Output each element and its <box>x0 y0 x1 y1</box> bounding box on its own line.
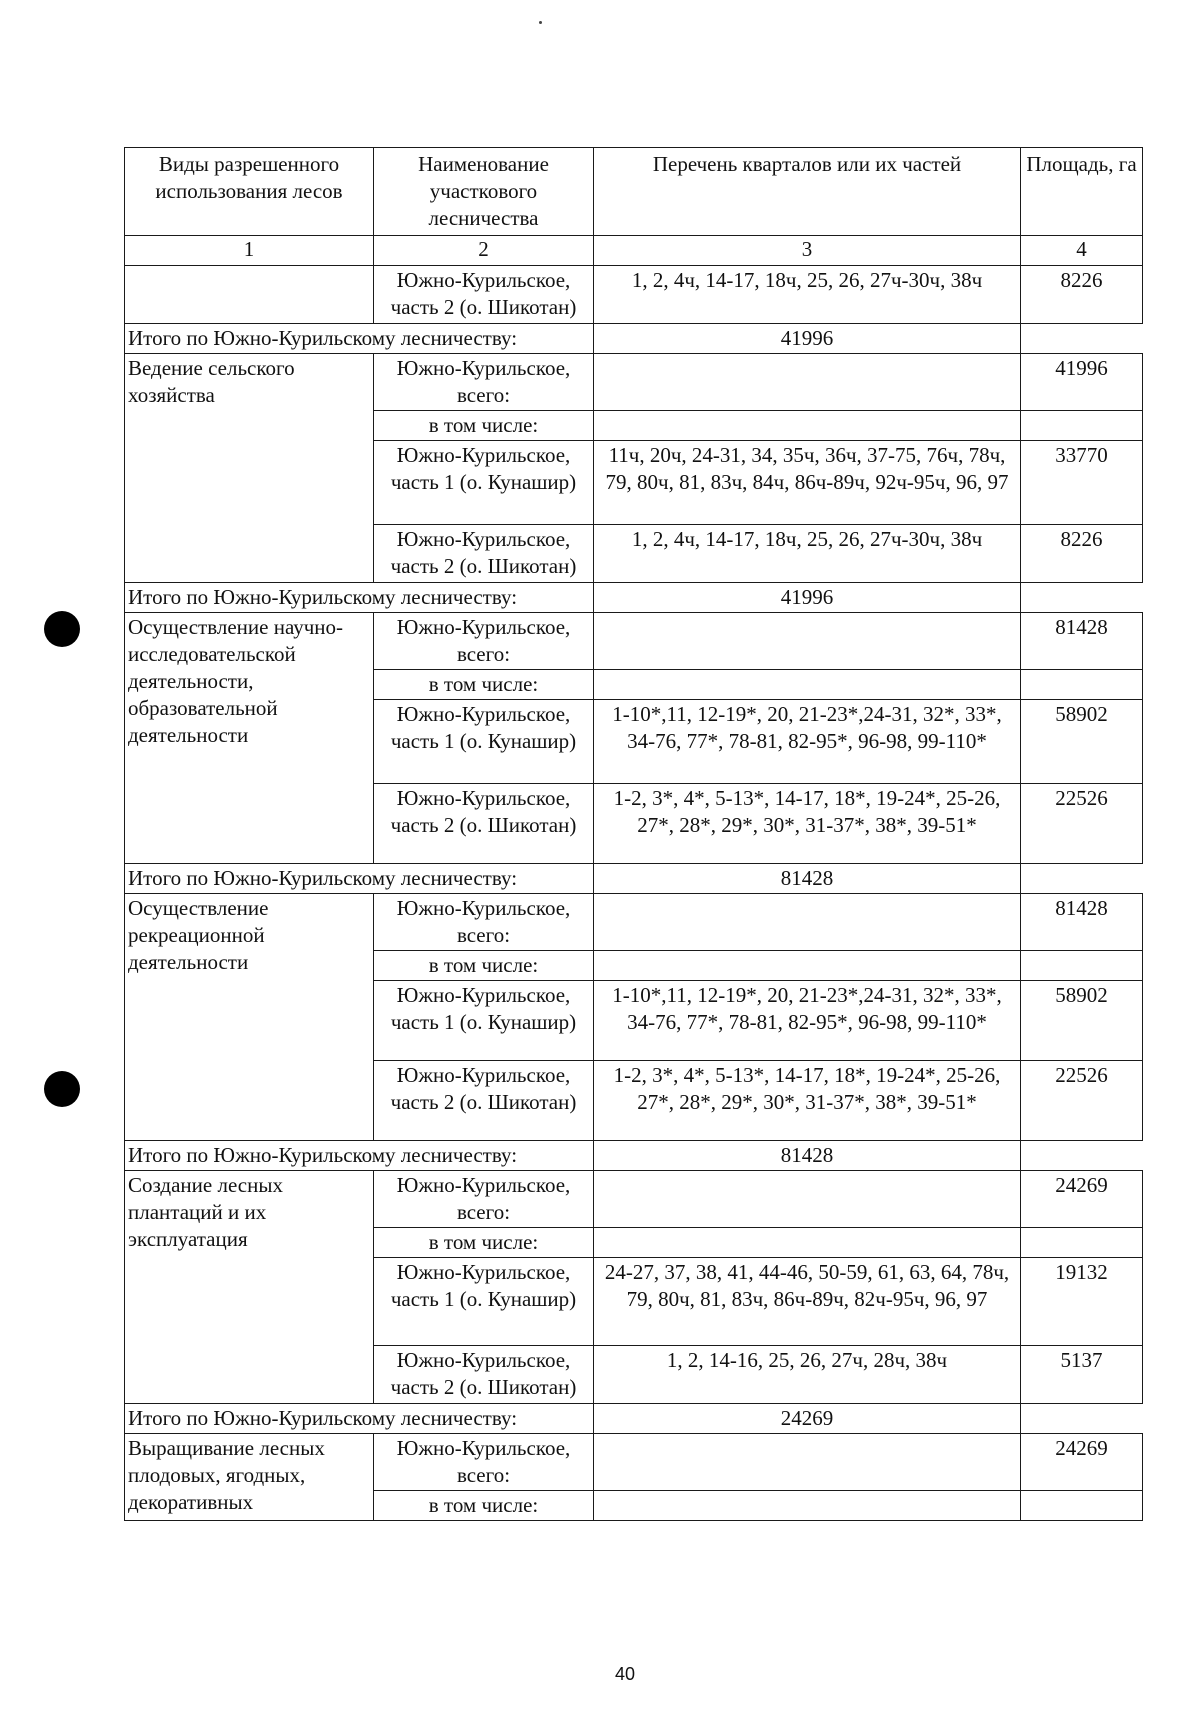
forestry-cell: Южно-Курильское, часть 1 (о. Кунашир) <box>374 981 594 1061</box>
column-number: 3 <box>594 236 1021 266</box>
table-row <box>125 894 1143 951</box>
area-cell: 8226 <box>1021 525 1143 583</box>
area-cell <box>1021 951 1143 981</box>
use-type-cell: Создание лесных плантаций и их эксплуатация <box>125 1171 374 1404</box>
area-cell: 41996 <box>594 324 1021 354</box>
area-cell: 41996 <box>594 583 1021 613</box>
quarters-cell <box>594 894 1021 951</box>
quarters-cell: 11ч, 20ч, 24-31, 34, 35ч, 36ч, 37-75, 76ч, 78ч, 79, 80ч, 81, 83ч, 84ч, 86ч-89ч, 92ч-95ч, 96, 97 <box>594 441 1021 525</box>
quarters-cell <box>594 1434 1021 1491</box>
table-total-row <box>125 324 1143 354</box>
quarters-cell: 1-10*,11, 12-19*, 20, 21-23*,24-31, 32*, 33*, 34-76, 77*, 78-81, 82-95*, 96-98, 99-110* <box>594 981 1021 1061</box>
table-row <box>125 266 1143 324</box>
quarters-cell: 1-10*,11, 12-19*, 20, 21-23*,24-31, 32*, 33*, 34-76, 77*, 78-81, 82-95*, 96-98, 99-110* <box>594 700 1021 784</box>
total-label: Итого по Южно-Курильскому лесничеству: <box>125 1404 594 1434</box>
forestry-cell: Южно-Курильское, часть 1 (о. Кунашир) <box>374 1258 594 1346</box>
table-total-row <box>125 1141 1143 1171</box>
forestry-cell: Южно-Курильское, часть 1 (о. Кунашир) <box>374 700 594 784</box>
area-cell: 33770 <box>1021 441 1143 525</box>
area-cell: 19132 <box>1021 1258 1143 1346</box>
area-cell: 24269 <box>594 1404 1021 1434</box>
quarters-cell: 1, 2, 14-16, 25, 26, 27ч, 28ч, 38ч <box>594 1346 1021 1404</box>
forestry-cell: Южно-Курильское, часть 2 (о. Шикотан) <box>374 266 594 324</box>
area-cell: 24269 <box>1021 1171 1143 1228</box>
area-cell: 58902 <box>1021 981 1143 1061</box>
forestry-cell: Южно-Курильское, всего: <box>374 1434 594 1491</box>
forestry-cell: Южно-Курильское, всего: <box>374 613 594 670</box>
quarters-cell: 24-27, 37, 38, 41, 44-46, 50-59, 61, 63, 64, 78ч, 79, 80ч, 81, 83ч, 86ч-89ч, 82ч-95ч, 96, 97 <box>594 1258 1021 1346</box>
area-cell <box>1021 1228 1143 1258</box>
use-type-cell <box>125 266 374 324</box>
quarters-cell: 1, 2, 4ч, 14-17, 18ч, 25, 26, 27ч-30ч, 38ч <box>594 266 1021 324</box>
area-cell: 41996 <box>1021 354 1143 411</box>
punch-hole <box>44 1071 80 1107</box>
area-cell: 81428 <box>594 1141 1021 1171</box>
forestry-cell: в том числе: <box>374 411 594 441</box>
quarters-cell <box>594 411 1021 441</box>
forestry-cell: Южно-Курильское, часть 2 (о. Шикотан) <box>374 1061 594 1141</box>
column-header-quarters: Перечень кварталов или их частей <box>594 148 1021 236</box>
total-label: Итого по Южно-Курильскому лесничеству: <box>125 324 594 354</box>
total-label: Итого по Южно-Курильскому лесничеству: <box>125 864 594 894</box>
forestry-cell: Южно-Курильское, часть 2 (о. Шикотан) <box>374 1346 594 1404</box>
area-cell: 81428 <box>1021 894 1143 951</box>
column-number: 4 <box>1021 236 1143 266</box>
quarters-cell <box>594 354 1021 411</box>
quarters-cell <box>594 1171 1021 1228</box>
quarters-cell <box>594 951 1021 981</box>
forestry-cell: в том числе: <box>374 951 594 981</box>
quarters-cell <box>594 1228 1021 1258</box>
use-type-cell: Ведение сельского хозяйства <box>125 354 374 583</box>
forestry-cell: в том числе: <box>374 670 594 700</box>
area-cell: 81428 <box>594 864 1021 894</box>
quarters-cell <box>594 613 1021 670</box>
table-row <box>125 1434 1143 1491</box>
table-header-row <box>125 148 1143 236</box>
table-row <box>125 1171 1143 1228</box>
punch-hole <box>44 611 80 647</box>
area-cell <box>1021 411 1143 441</box>
total-label: Итого по Южно-Курильскому лесничеству: <box>125 1141 594 1171</box>
forestry-cell: Южно-Курильское, всего: <box>374 894 594 951</box>
column-header-area: Площадь, га <box>1021 148 1143 236</box>
page-number: 40 <box>614 1664 636 1684</box>
quarters-cell: 1, 2, 4ч, 14-17, 18ч, 25, 26, 27ч-30ч, 38ч <box>594 525 1021 583</box>
area-cell: 22526 <box>1021 1061 1143 1141</box>
quarters-cell <box>594 1491 1021 1521</box>
quarters-cell: 1-2, 3*, 4*, 5-13*, 14-17, 18*, 19-24*, 25-26, 27*, 28*, 29*, 30*, 31-37*, 38*, 39-51* <box>594 784 1021 864</box>
area-cell <box>1021 1491 1143 1521</box>
use-type-cell: Выращивание лесных плодовых, ягодных, декоративных <box>125 1434 374 1521</box>
forestry-cell: в том числе: <box>374 1228 594 1258</box>
area-cell <box>1021 670 1143 700</box>
column-number: 2 <box>374 236 594 266</box>
column-number-row <box>125 236 1143 266</box>
table-row <box>125 354 1143 411</box>
area-cell: 24269 <box>1021 1434 1143 1491</box>
column-header-forestry: Наименование участкового лесничества <box>374 148 594 236</box>
forestry-cell: Южно-Курильское, часть 1 (о. Кунашир) <box>374 441 594 525</box>
use-type-cell: Осуществление научно-исследовательской деятельности, образовательной деятельности <box>125 613 374 864</box>
scan-speck <box>539 21 542 24</box>
total-label: Итого по Южно-Курильскому лесничеству: <box>125 583 594 613</box>
area-cell: 81428 <box>1021 613 1143 670</box>
area-cell: 58902 <box>1021 700 1143 784</box>
table-total-row <box>125 583 1143 613</box>
forest-use-table <box>124 147 1143 1521</box>
use-type-cell: Осуществление рекреационной деятельности <box>125 894 374 1141</box>
forestry-cell: Южно-Курильское, всего: <box>374 354 594 411</box>
area-cell: 22526 <box>1021 784 1143 864</box>
forestry-cell: в том числе: <box>374 1491 594 1521</box>
forestry-cell: Южно-Курильское, всего: <box>374 1171 594 1228</box>
table-total-row <box>125 1404 1143 1434</box>
area-cell: 8226 <box>1021 266 1143 324</box>
table-total-row <box>125 864 1143 894</box>
column-header-use-type: Виды разрешенного использования лесов <box>125 148 374 236</box>
table-row <box>125 613 1143 670</box>
quarters-cell: 1-2, 3*, 4*, 5-13*, 14-17, 18*, 19-24*, 25-26, 27*, 28*, 29*, 30*, 31-37*, 38*, 39-51* <box>594 1061 1021 1141</box>
forestry-cell: Южно-Курильское, часть 2 (о. Шикотан) <box>374 525 594 583</box>
quarters-cell <box>594 670 1021 700</box>
forestry-cell: Южно-Курильское, часть 2 (о. Шикотан) <box>374 784 594 864</box>
table-body <box>125 148 1143 1521</box>
column-number: 1 <box>125 236 374 266</box>
area-cell: 5137 <box>1021 1346 1143 1404</box>
